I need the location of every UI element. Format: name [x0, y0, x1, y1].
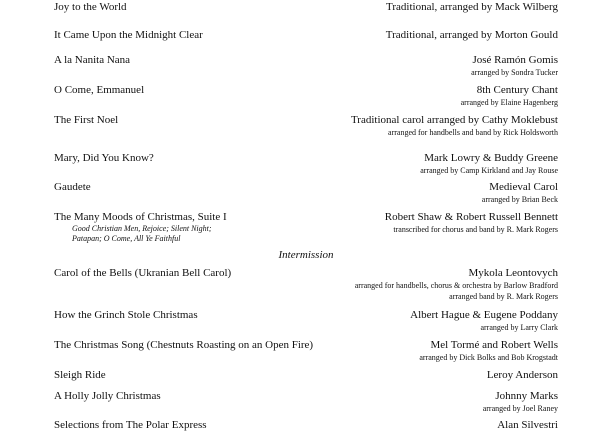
arranger: arranged by Camp Kirkland and Jay Rouse [420, 166, 558, 175]
arranger: arranged for handbells and band by Rick Holdsworth [388, 128, 558, 137]
piece-title: It Came Upon the Midnight Clear [54, 29, 203, 41]
composer: Albert Hague & Eugene Poddany [410, 309, 558, 321]
composer: Alan Silvestri [497, 419, 558, 431]
arranger: arranged by Larry Clark [480, 323, 558, 332]
piece-title: How the Grinch Stole Christmas [54, 309, 198, 321]
piece-title: A la Nanita Nana [54, 54, 131, 66]
composer: Traditional carol arranged by Cathy Moklebust [350, 114, 558, 126]
arranger: transcribed for chorus and band by R. Mark Rogers [393, 225, 558, 234]
arranger: arranged by Joel Raney [482, 404, 558, 413]
piece-subtitle: Good Christian Men, Rejoice; Silent Night; [72, 224, 212, 233]
composer: Medieval Carol [489, 181, 558, 193]
arranger: arranged by Sondra Tucker [471, 68, 558, 77]
arranger: arranged by Elaine Hagenberg [460, 98, 558, 107]
piece-title: Selections from The Polar Express [54, 419, 207, 431]
piece-subtitle: Patapan; O Come, All Ye Faithful [72, 234, 181, 243]
arranger: arranged by Dick Bolks and Bob Krogstadt [419, 353, 558, 362]
arranger: arranged band by R. Mark Rogers [449, 292, 558, 301]
piece-title: A Holly Jolly Christmas [54, 390, 161, 402]
piece-title: The Many Moods of Christmas, Suite I [54, 211, 227, 223]
composer: Mykola Leontovych [468, 267, 558, 279]
arranger: arranged for handbells, chorus & orchestra by Barlow Bradford [354, 281, 558, 290]
composer: Leroy Anderson [486, 369, 558, 381]
arranger: arranged by Brian Beck [481, 195, 558, 204]
composer: Mark Lowry & Buddy Greene [424, 152, 558, 164]
composer: 8th Century Chant [476, 84, 558, 96]
piece-title: Mary, Did You Know? [54, 152, 154, 164]
composer: Robert Shaw & Robert Russell Bennett [384, 211, 558, 223]
composer: Johnny Marks [495, 390, 558, 402]
piece-title: Joy to the World [54, 1, 127, 13]
piece-title: Carol of the Bells (Ukranian Bell Carol) [54, 267, 232, 279]
piece-title: The First Noel [54, 114, 119, 126]
composer: Traditional, arranged by Mack Wilberg [386, 1, 558, 13]
piece-title: Sleigh Ride [54, 369, 106, 381]
piece-title: Gaudete [54, 181, 91, 193]
piece-title: O Come, Emmanuel [54, 84, 145, 96]
composer: Traditional, arranged by Morton Gould [385, 29, 558, 41]
composer: José Ramón Gomis [472, 54, 558, 66]
piece-title: The Christmas Song (Chestnuts Roasting on an Open Fire) [54, 339, 314, 351]
composer: Mel Tormé and Robert Wells [430, 339, 558, 351]
intermission-heading: Intermission [278, 249, 334, 261]
